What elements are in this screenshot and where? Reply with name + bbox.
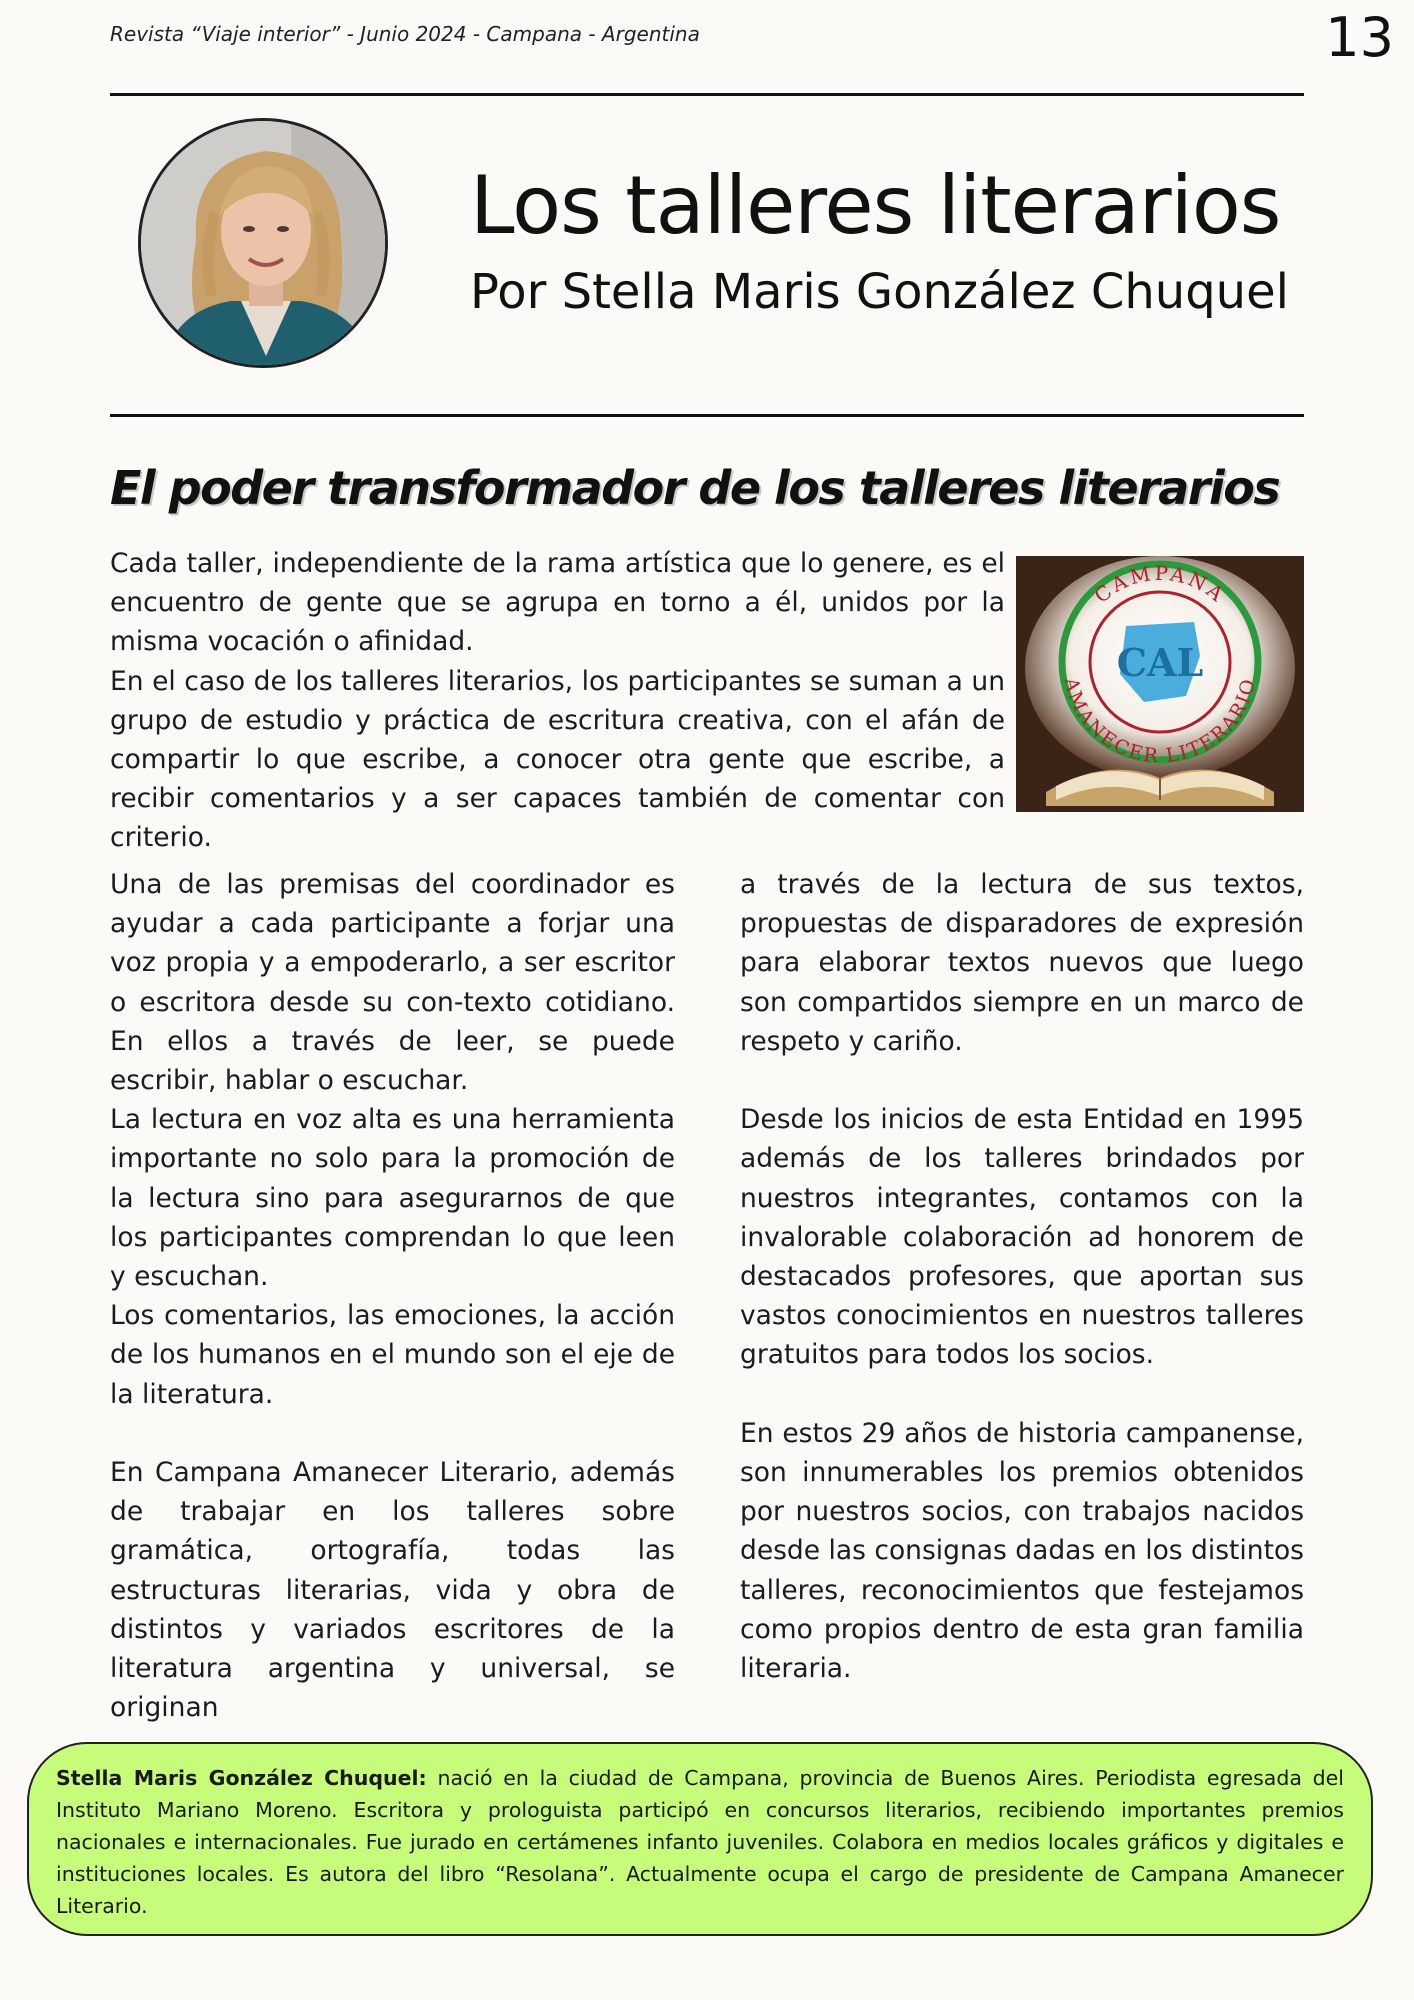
bio-description: nació en la ciudad de Campana, provincia de Buenos Aires. Periodista egresada del Instituto Mariano Moreno. Escritora y prologuista participó en concursos literarios, recibiendo importantes premios nacionales e internacionales. Fue jurado en certámenes infanto juveniles. Colabora en medios locales gráficos y digitales e instituciones locales. Es autora del libro “Resolana”. Actualmente ocupa el cargo de presidente de Campana Amanecer Literario. bbox=[56, 1766, 1344, 1918]
body-paragraph: En estos 29 años de historia campanense, son innumerables los premios obtenidos por nuestros socios, con trabajos nacidos desde las consignas dadas en los distintos talleres, reconocimientos que festejamos como propios dentro de esta gran familia literaria. bbox=[740, 1417, 1304, 1685]
logo-monogram: CAL bbox=[1116, 640, 1204, 685]
logo-top-text: CAMPANA bbox=[1089, 560, 1231, 608]
body-paragraph: Los comentarios, las emociones, la acción de los humanos en el mundo son el eje de la literatura. bbox=[110, 1300, 675, 1410]
body-paragraph: En Campana Amanecer Literario, además de trabajar en los talleres sobre gramática, ortografía, todas las estructuras literarias, vida y obra de distintos y variados escritores de la literatura argentina y universal, se originan bbox=[110, 1457, 675, 1724]
body-paragraph: Una de las premisas del coordinador es ayudar a cada participante a forjar una voz propia y a empoderarlo, a ser escritor o escritora desde su con-texto cotidiano. En ellos a través de leer, se puede escribir, hablar o escuchar. bbox=[110, 869, 675, 1097]
intro-text bbox=[110, 544, 1005, 858]
body-paragraph: Desde los inicios de esta Entidad en 1995 además de los talleres brindados por nuestros integrantes, contamos con la invalorable colaboración ad honorem de destacados profesores, que aportan sus vastos conocimientos en nuestros talleres gratuitos para todos los socios. bbox=[740, 1104, 1304, 1371]
intro-paragraph: Cada taller, independiente de la rama artística que lo genere, es el encuentro de gente que se agrupa en torno a él, unidos por la misma vocación o afinidad. bbox=[110, 548, 1005, 658]
body-paragraph: a través de la lectura de sus textos, propuestas de disparadores de expresión para elaborar textos nuevos que luego son compartidos siempre en un marco de respeto y cariño. bbox=[740, 869, 1304, 1057]
author-bio-box bbox=[27, 1742, 1373, 1936]
body-paragraph: La lectura en voz alta es una herramienta importante no solo para la promoción de la lectura sino para asegurarnos de que los participantes comprendan lo que leen y escuchan. bbox=[110, 1104, 675, 1293]
author-bio bbox=[56, 1762, 1344, 1922]
page-number: 13 bbox=[1325, 6, 1394, 69]
left-column bbox=[110, 865, 675, 1727]
section-heading: El poder transformador de los talleres literarios bbox=[110, 461, 1280, 515]
top-divider bbox=[110, 93, 1304, 96]
magazine-header: Revista “Viaje interior” - Junio 2024 - Campana - Argentina bbox=[110, 22, 700, 46]
article-byline: Por Stella Maris González Chuquel bbox=[470, 264, 1289, 320]
campana-amanecer-literario-logo bbox=[1016, 556, 1304, 812]
article-title: Los talleres literarios bbox=[470, 159, 1281, 252]
author-photo bbox=[138, 118, 388, 368]
bio-author-name: Stella Maris González Chuquel: bbox=[56, 1766, 427, 1790]
logo-bottom-text: AMANECER LITERARIO bbox=[1059, 675, 1261, 768]
mid-divider bbox=[110, 414, 1304, 417]
right-column bbox=[740, 865, 1304, 1688]
intro-paragraph: En el caso de los talleres literarios, los participantes se suman a un grupo de estudio y práctica de escritura creativa, con el afán de compartir lo que escribe, a conocer otra gente que escribe, a recibir comentarios y a ser capaces también de comentar con criterio. bbox=[110, 665, 1005, 854]
